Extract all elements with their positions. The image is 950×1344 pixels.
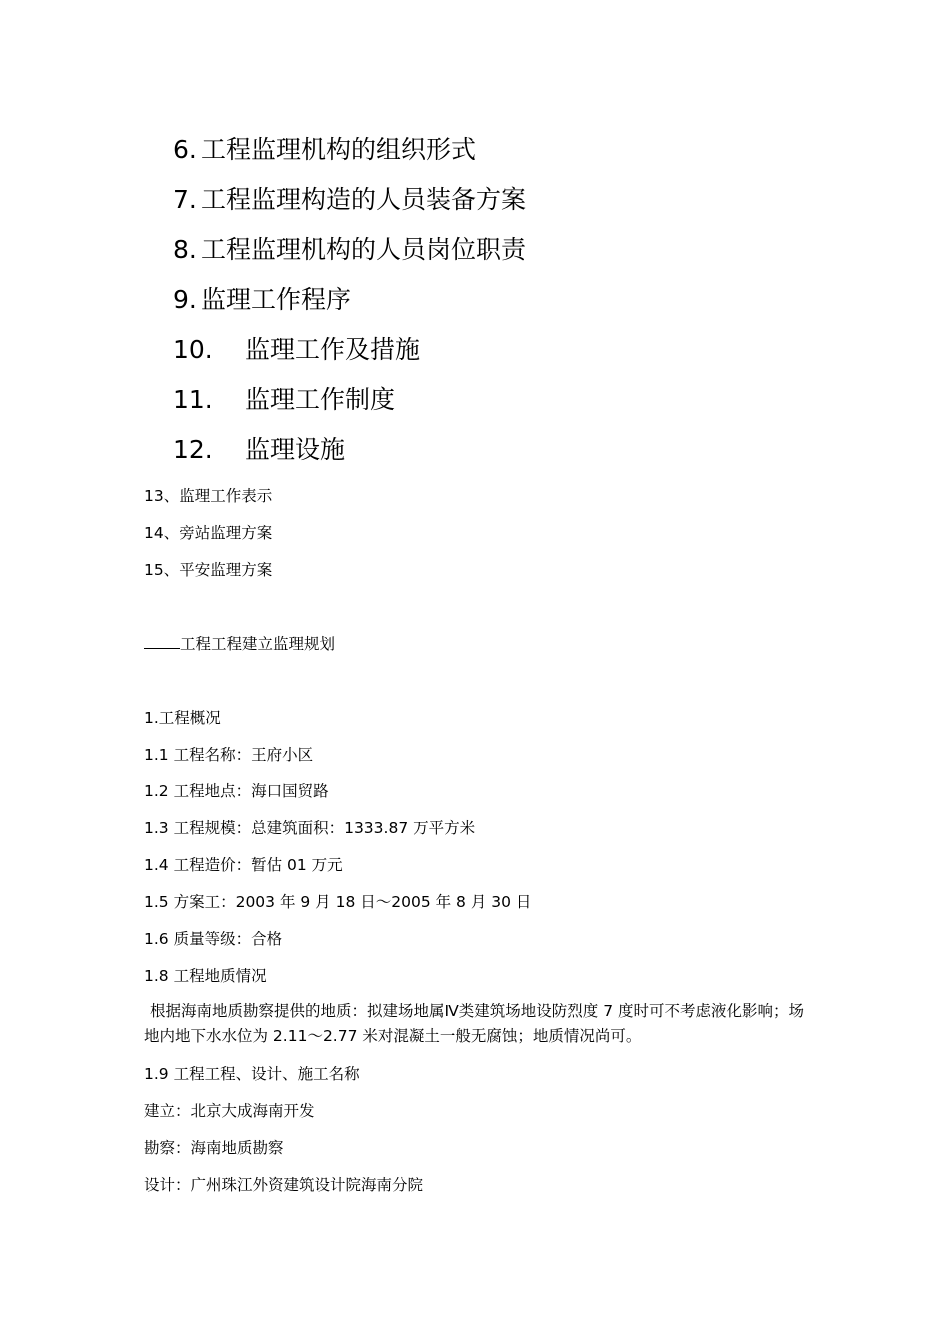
build-unit: 建立：北京大成海南开发 xyxy=(144,1102,315,1120)
outline-list xyxy=(173,128,526,478)
outline-number: 9. xyxy=(173,285,197,314)
outline-item-13: 13、监理工作表示 xyxy=(144,487,273,505)
section-1-1: 1.1 工程名称：王府小区 xyxy=(144,746,314,764)
section-1-2: 1.2 工程地点：海口国贸路 xyxy=(144,782,329,800)
outline-text: 监理工作及措施 xyxy=(245,335,421,364)
section-1-6: 1.6 质量等级：合格 xyxy=(144,930,283,948)
outline-number: 6. xyxy=(173,135,197,164)
outline-number: 8. xyxy=(173,235,197,264)
outline-item-14: 14、旁站监理方案 xyxy=(144,524,273,542)
outline-text: 工程监理机构的组织形式 xyxy=(201,135,477,164)
outline-item-7 xyxy=(173,178,526,228)
plan-title xyxy=(144,633,814,655)
section-1-4: 1.4 工程造价：暂估 01 万元 xyxy=(144,856,343,874)
section-1-8: 1.8 工程地质情况 xyxy=(144,967,267,985)
outline-item-12 xyxy=(173,428,526,478)
outline-item-8 xyxy=(173,228,526,278)
outline-number: 11. xyxy=(173,385,213,414)
fill-in-blank xyxy=(144,633,180,649)
outline-text: 监理工作制度 xyxy=(245,385,396,414)
plan-title-text: 工程工程建立监理规划 xyxy=(180,635,336,653)
section-1-3: 1.3 工程规模：总建筑面积：1333.87 万平方米 xyxy=(144,819,476,837)
section-1-5: 1.5 方案工：2003 年 9 月 18 日～2005 年 8 月 30 日 xyxy=(144,893,532,911)
outline-number: 7. xyxy=(173,185,197,214)
outline-text: 监理工作程序 xyxy=(201,285,352,314)
section-1-9: 1.9 工程工程、设计、施工名称 xyxy=(144,1065,360,1083)
outline-item-15: 15、平安监理方案 xyxy=(144,561,273,579)
outline-text: 监理设施 xyxy=(245,435,346,464)
geology-paragraph: 根据海南地质勘察提供的地质：拟建场地属Ⅳ类建筑场地设防烈度 7 度时可不考虑液化影响；场地内地下水水位为 2.11～2.77 米对混凝土一般无腐蚀；地质情况尚可。 xyxy=(144,1002,805,1045)
outline-item-11 xyxy=(173,378,526,428)
design-unit: 设计：广州珠江外资建筑设计院海南分院 xyxy=(144,1176,424,1194)
outline-text: 工程监理机构的人员岗位职责 xyxy=(201,235,527,264)
outline-item-6 xyxy=(173,128,526,178)
outline-number: 12. xyxy=(173,435,213,464)
outline-text: 工程监理构造的人员装备方案 xyxy=(201,185,527,214)
survey-unit: 勘察：海南地质勘察 xyxy=(144,1139,284,1157)
section-1-heading: 1.工程概况 xyxy=(144,709,221,727)
outline-number: 10. xyxy=(173,335,213,364)
outline-item-10 xyxy=(173,328,526,378)
outline-item-9 xyxy=(173,278,526,328)
